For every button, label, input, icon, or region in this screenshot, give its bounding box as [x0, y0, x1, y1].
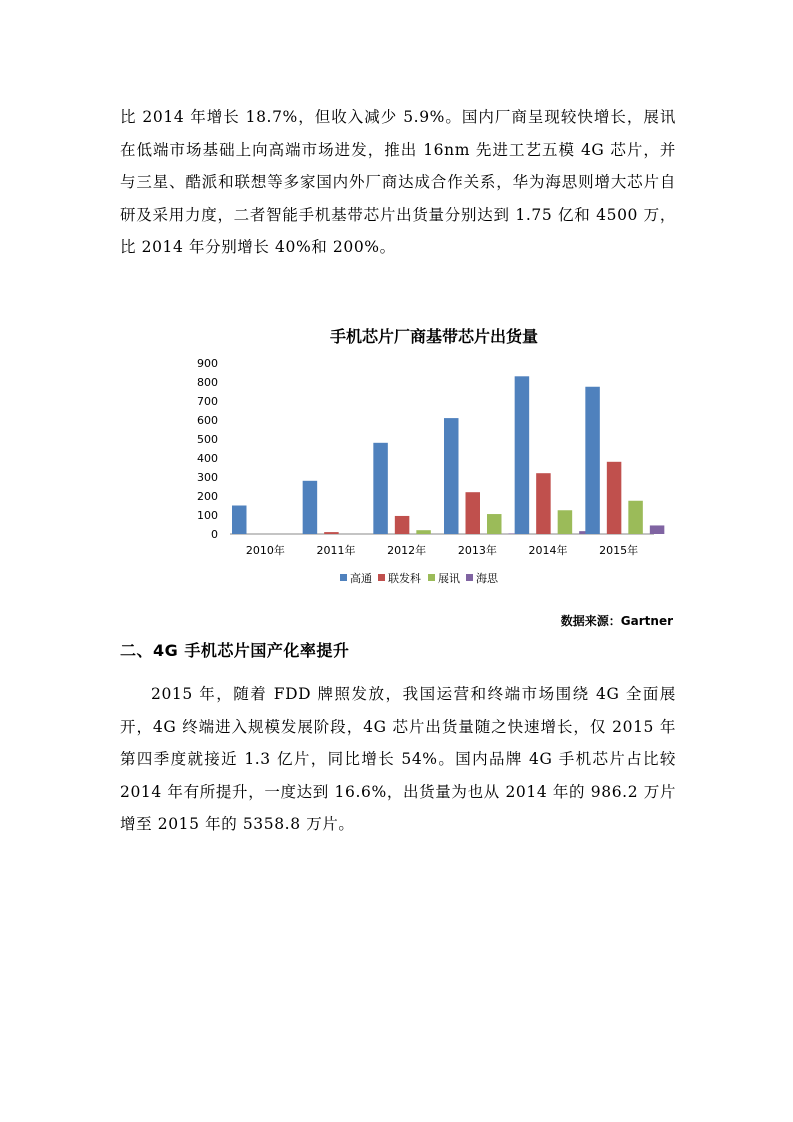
legend-label: 联发科 [388, 572, 421, 585]
bar-展讯-2012年 [416, 530, 431, 534]
legend-label: 展讯 [438, 572, 460, 585]
chart-title: 手机芯片厂商基带芯片出货量 [329, 327, 539, 346]
x-tick-label: 2015年 [599, 544, 639, 557]
y-tick-label: 600 [197, 414, 218, 427]
x-axis [246, 543, 638, 557]
bar-联发科-2012年 [395, 516, 410, 534]
bar-展讯-2015年 [628, 501, 643, 534]
x-tick-label: 2013年 [457, 544, 497, 557]
y-tick-label: 500 [197, 433, 218, 446]
y-axis [197, 357, 218, 541]
bar-高通-2011年 [303, 481, 318, 534]
bar-联发科-2011年 [324, 532, 339, 534]
bar-展讯-2013年 [487, 514, 502, 534]
bar-联发科-2014年 [536, 473, 551, 534]
data-source-note: 数据来源：Gartner [560, 614, 673, 628]
legend-swatch [340, 574, 347, 581]
chart-bars [232, 376, 664, 534]
x-tick-label: 2014年 [528, 544, 568, 557]
x-tick-label: 2011年 [316, 544, 356, 557]
y-tick-label: 200 [197, 490, 218, 503]
bar-高通-2010年 [232, 506, 247, 535]
bar-展讯-2014年 [558, 510, 573, 534]
y-tick-label: 0 [211, 528, 218, 541]
y-tick-label: 400 [197, 452, 218, 465]
legend-swatch [428, 574, 435, 581]
x-tick-label: 2010年 [245, 544, 285, 557]
bar-海思-2015年 [650, 525, 665, 534]
section-heading: 二、4G 手机芯片国产化率提升 [120, 641, 350, 660]
bar-联发科-2013年 [466, 492, 481, 534]
legend-swatch [466, 574, 473, 581]
y-tick-label: 800 [197, 376, 218, 389]
y-tick-label: 100 [197, 509, 218, 522]
bar-chart [190, 318, 670, 596]
y-tick-label: 300 [197, 471, 218, 484]
paragraph-1: 比 2014 年增长 18.7%，但收入减少 5.9%。国内厂商呈现较快增长，展讯在低端市场基础上向高端市场进发，推出 16nm 先进工艺五模 4G 芯片，并与三星、酷派和联想等多家国内外厂商达成合作关系，华为海思则增大芯片自研及采用力度，二者智能手机基带芯片出货量分别达到 1.75 亿和 4500 万，比 2014 年分别增长 40%和 200%。 [120, 108, 676, 256]
bar-联发科-2015年 [607, 462, 622, 534]
y-tick-label: 900 [197, 357, 218, 370]
legend-label: 海思 [476, 572, 498, 585]
legend-label: 高通 [350, 572, 372, 585]
legend-swatch [378, 574, 385, 581]
y-tick-label: 700 [197, 395, 218, 408]
bar-高通-2012年 [373, 443, 388, 534]
chart-legend [340, 571, 499, 585]
paragraph-2: 2015 年，随着 FDD 牌照发放，我国运营和终端市场围绕 4G 全面展开，4G 终端进入规模发展阶段，4G 芯片出货量随之快速增长，仅 2015 年第四季度就接近 1.3 亿片，同比增长 54%。国内品牌 4G 手机芯片占比较 2014 年有所提升，一度达到 16.6%，出货量为也从 2014 年的 986.2 万片增至 2015 年的 5358.8 万片。 [120, 685, 676, 833]
bar-高通-2013年 [444, 418, 459, 534]
x-tick-label: 2012年 [387, 544, 427, 557]
bar-高通-2014年 [515, 376, 530, 534]
bar-高通-2015年 [585, 387, 600, 534]
